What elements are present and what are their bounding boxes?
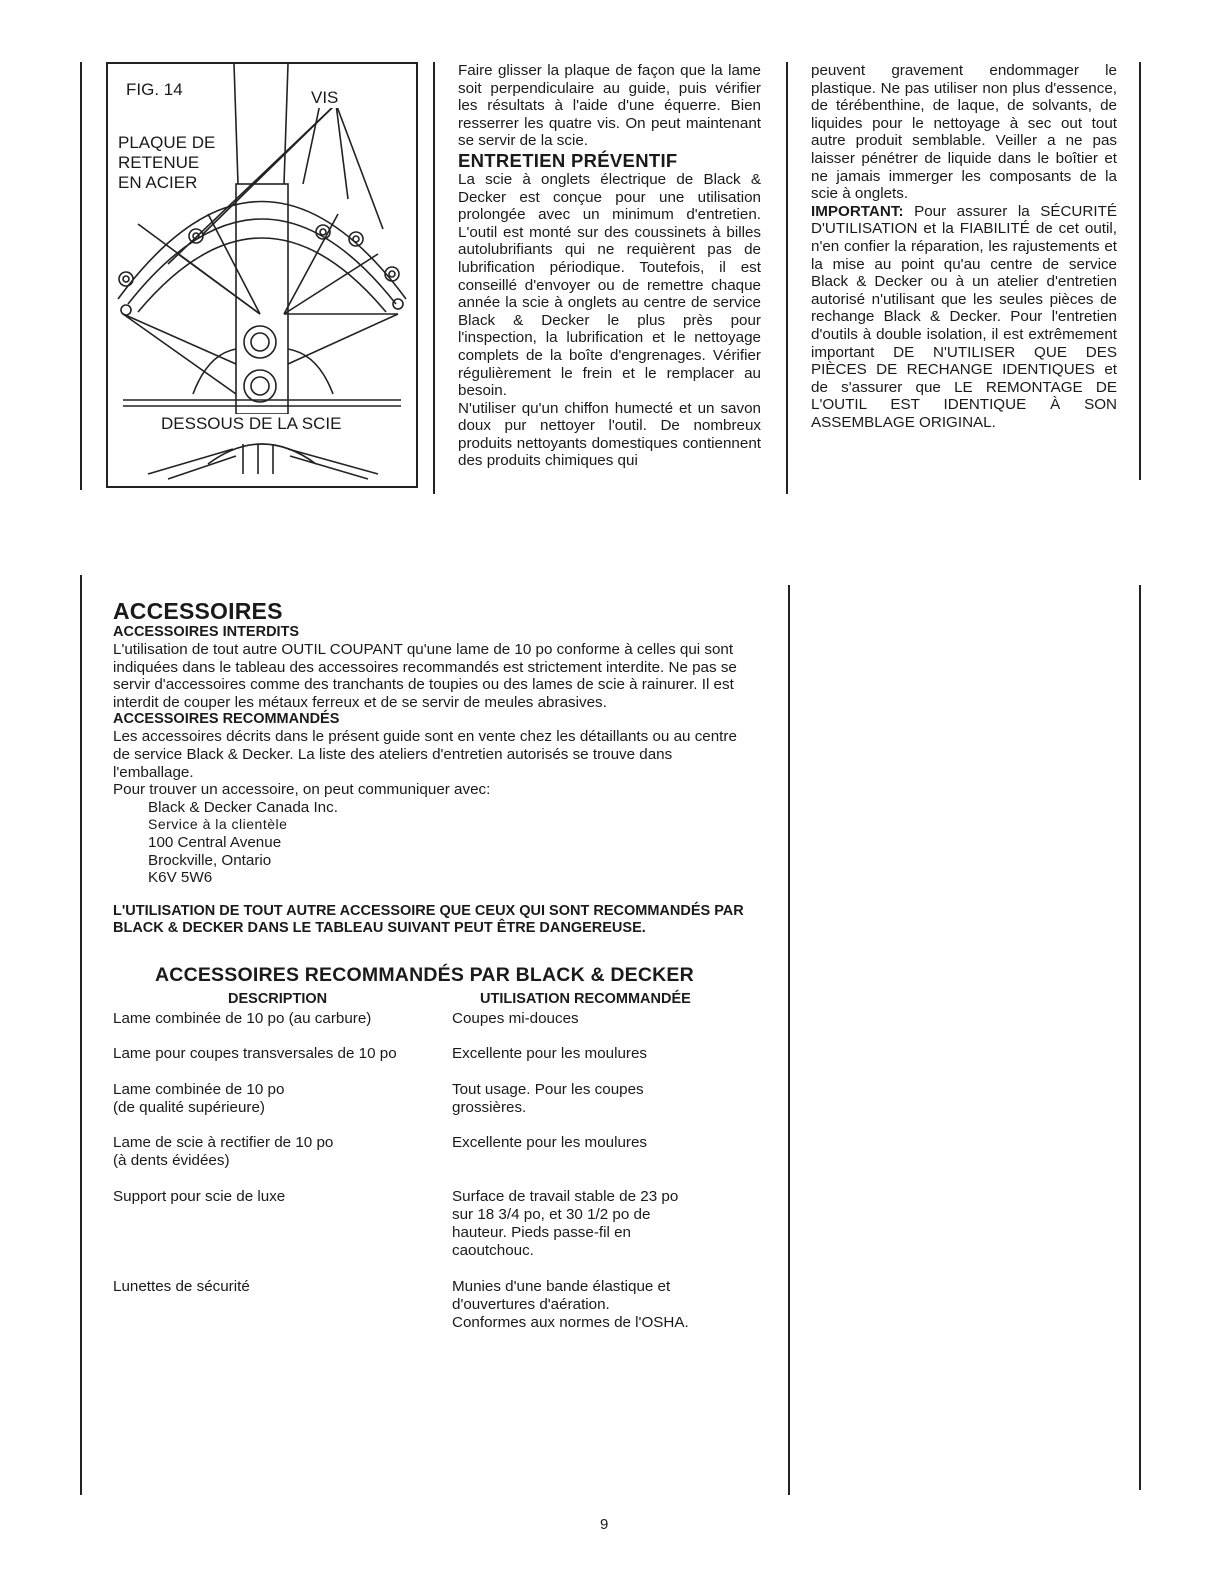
column-rule — [1139, 62, 1141, 480]
table-row-usage: Excellente pour les moulures — [452, 1134, 648, 1151]
plate-label-line: RETENUE — [118, 153, 200, 172]
forbidden-accessories-text: L'utilisation de tout autre OUTIL COUPANT qu'une lame de 10 po conforme à celles qui sont indiquées dans le tableau des accessoires recommandés est strictement interdite. Ne pas se servir d'accessoires comme des tranchants de toupies ou des lames de scie à rainurer. Il est interdit de couper les métaux ferreux et de se servir de meules abrasives. — [113, 641, 737, 711]
table-row-description: Lame combinée de 10 po (de qualité supérieure) — [113, 1081, 285, 1116]
table-row-usage: Munies d'une bande élastique et d'ouvertures d'aération. Conformes aux normes de l'OSHA. — [452, 1278, 689, 1331]
plate-label-line: EN ACIER — [118, 173, 198, 192]
maintenance-paragraph: La scie à onglets électrique de Black & Decker est conçue pour une utilisation prolongée avec un minimum d'entretien. L'outil est monté sur des coussinets à billes autolubrifiants qui ne requièrent pas de lubrification périodique. Toutefois, il est conseillé d'envoyer ou de remettre chaque année la scie à onglets au centre de service Black & Decker le plus près pour l'inspection, la lubrification et le nettoyage complets de la boîte d'engrenages. Vérifier régulièrement le frein et le remplacer au besoin. — [458, 170, 761, 400]
important-label: IMPORTANT: — [811, 202, 904, 220]
table-row-usage: Coupes mi-douces — [452, 1010, 579, 1027]
table-row-usage: Surface de travail stable de 23 po sur 18 3/4 po, et 30 1/2 po de hauteur. Pieds passe-fil en caoutchouc. — [452, 1188, 679, 1259]
table-row-description: Lame de scie à rectifier de 10 po (à dents évidées) — [113, 1134, 334, 1169]
column-cleaning-continued — [811, 62, 1117, 431]
page-number: 9 — [600, 1516, 609, 1533]
address-line: Service à la clientèle — [148, 816, 288, 833]
column-rule — [788, 585, 790, 1495]
table-title: ACCESSOIRES RECOMMANDÉS PAR BLACK & DECKER — [155, 964, 694, 986]
column-rule — [80, 575, 82, 1495]
accessories-title: ACCESSOIRES — [113, 598, 283, 624]
cleaning-paragraph: N'utiliser qu'un chiffon humecté et un savon doux pur nettoyer l'outil. De nombreux produits nettoyants domestiques contiennent des produits chimiques qui — [458, 399, 761, 470]
cleaning-continued-paragraph: peuvent gravement endommager le plastique. Ne pas utiliser non plus d'essence, de térébenthine, de laque, de solvants, de liquides pour le nettoyage à sec out tout autre produit semblable. Veiller a ne pas laisser pénétrer de liquide dans le boîtier et ne jamais immerger les composants de la scie à onglets. — [811, 62, 1117, 203]
table-row-description: Support pour scie de luxe — [113, 1188, 286, 1205]
figure-14 — [106, 62, 418, 488]
address-line: K6V 5W6 — [148, 869, 213, 887]
table-row-usage: Tout usage. Pour les coupes grossières. — [452, 1081, 644, 1116]
accessories-section — [113, 598, 753, 937]
figure-number-label: FIG. 14 — [126, 80, 183, 99]
address-line: 100 Central Avenue — [148, 833, 282, 851]
important-paragraph — [811, 203, 1117, 432]
address-line: Black & Decker Canada Inc. — [148, 798, 338, 816]
table-row-description: Lame combinée de 10 po (au carbure) — [113, 1010, 372, 1027]
screw-label: VIS — [311, 88, 339, 107]
recommended-accessories-text: Les accessoires décrits dans le présent guide sont en vente chez les détaillants ou au centre de service Black & Decker. La liste des ateliers d'entretien autorisés se trouve dans l'emballage. — [113, 728, 737, 781]
contact-intro: Pour trouver un accessoire, on peut communiquer avec: — [113, 781, 491, 799]
column-rule — [1139, 585, 1141, 1490]
table-header-description: DESCRIPTION — [228, 991, 328, 1007]
column-maintenance — [458, 62, 761, 470]
column-rule — [786, 62, 788, 494]
plate-label-line: PLAQUE DE — [118, 133, 216, 152]
column-rule — [433, 62, 435, 494]
figure-caption-underside: DESSOUS DE LA SCIE — [158, 414, 344, 434]
forbidden-accessories-heading: ACCESSOIRES INTERDITS — [113, 624, 300, 640]
address-line: Brockville, Ontario — [148, 851, 272, 869]
recommended-accessories-heading: ACCESSOIRES RECOMMANDÉS — [113, 711, 340, 728]
preventive-maintenance-heading: ENTRETIEN PRÉVENTIF — [458, 149, 678, 171]
table-row-description: Lame pour coupes transversales de 10 po — [113, 1045, 397, 1062]
table-header-usage: UTILISATION RECOMMANDÉE — [480, 991, 691, 1007]
important-text: Pour assurer la SÉCURITÉ D'UTILISATION et la FIABILITÉ de cet outil, n'en confier la réparation, les rajustements et la mise au point qu'au centre de service Black & Decker ou à un atelier d'entretien autorisé n'utilisant que les seules pièces de rechange Black & Decker. Pour l'entretien d'outils à double isolation, il est extrêmement important DE N'UTILISER QUE DES PIÈCES DE RECHANGE IDENTIQUES et de s'assurer que LE REMONTAGE DE L'OUTIL EST IDENTIQUE À SON ASSEMBLAGE ORIGINAL. — [811, 202, 1117, 431]
accessory-warning: L'UTILISATION DE TOUT AUTRE ACCESSOIRE QUE CEUX QUI SONT RECOMMANDÉS PAR BLACK & DECKER DANS LE TABLEAU SUIVANT PEUT ÊTRE DANGEREUSE. — [113, 902, 744, 936]
column-rule — [80, 62, 82, 490]
table-row-usage: Excellente pour les moulures — [452, 1045, 648, 1062]
intro-paragraph: Faire glisser la plaque de façon que la lame soit perpendiculaire au guide, puis vérifier les résultats à l'aide d'une équerre. Bien resserrer les quatre vis. On peut maintenant se servir de la scie. — [458, 62, 761, 150]
table-row-description: Lunettes de sécurité — [113, 1278, 250, 1295]
